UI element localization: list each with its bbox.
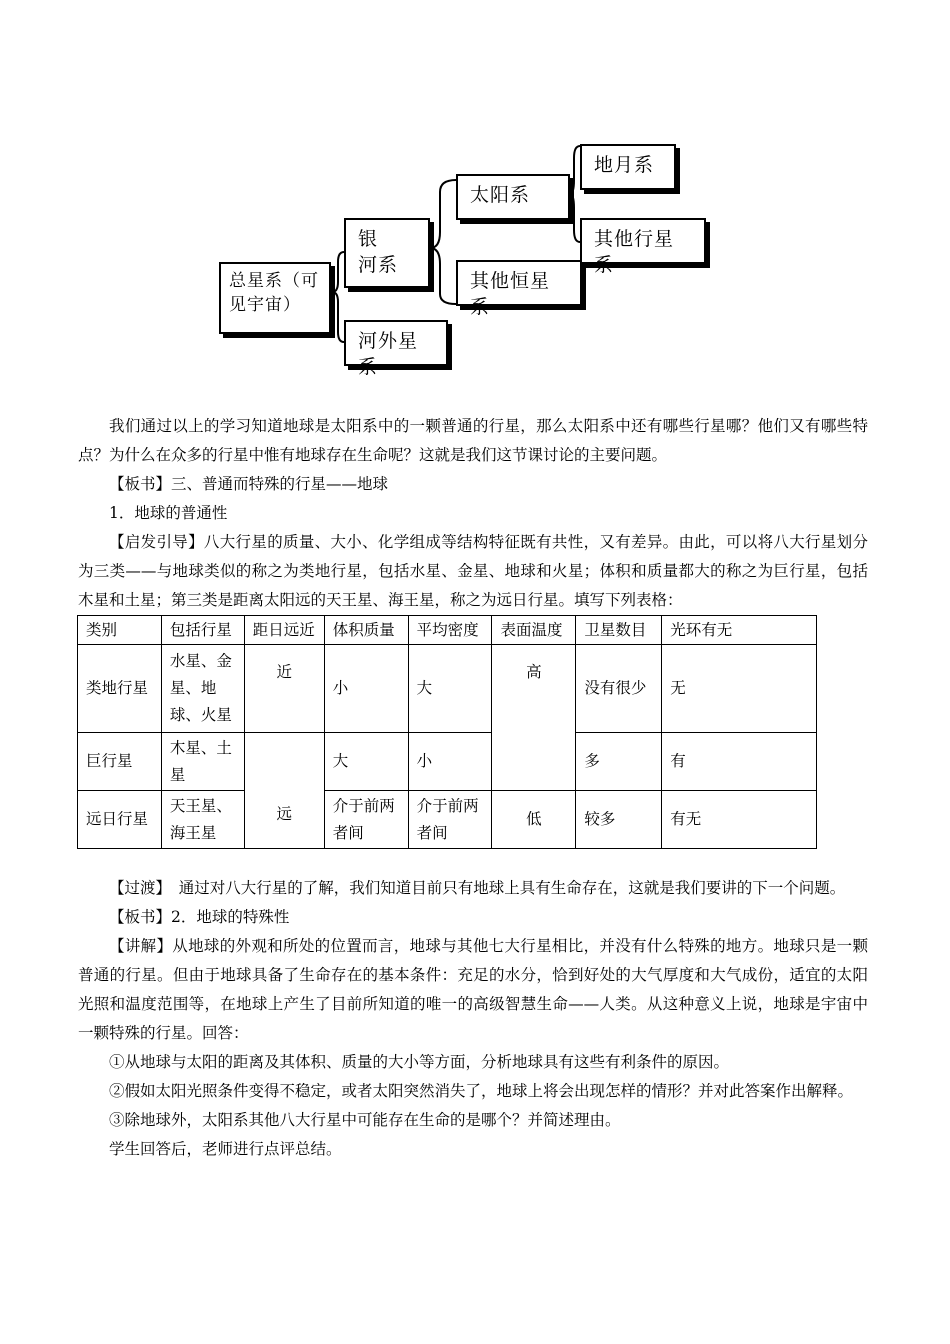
galaxy-hierarchy-diagram — [0, 0, 950, 390]
cell-category: 类地行星 — [78, 645, 162, 733]
upper-text-block — [78, 412, 868, 615]
connector-solar-earthmoon — [570, 146, 580, 194]
earth-moon-node: 地月系 — [580, 144, 676, 190]
header-satellites: 卫星数目 — [576, 616, 662, 645]
cell-density: 小 — [408, 733, 492, 791]
cell-satellites: 没有很少 — [576, 645, 662, 733]
cell-temp-low: 低 — [492, 791, 576, 849]
cell-planets: 木星、土星 — [161, 733, 244, 791]
lecture-paragraph: 【讲解】从地球的外观和所处的位置而言，地球与其他七大行星相比，并没有什么特殊的地方。地球只是一颗普通的行星。但由于地球具备了生命存在的基本条件：充足的水分，恰到好处的大气厚度和大气成份，适宜的太阳光照和温度范围等，在地球上产生了目前所知道的唯一的高级智慧生命——人类。从这种意义上说，地球是宇宙中一颗特殊的行星。回答： — [78, 937, 868, 1042]
board-title-2: 【板书】2．地球的特殊性 — [109, 908, 290, 926]
question-3: ③除地球外，太阳系其他八大行星中可能存在生命的是哪个？并简述理由。 — [109, 1111, 621, 1129]
cell-temp-high: 高 — [492, 645, 576, 791]
transition-paragraph: 【过渡】 通过对八大行星的了解，我们知道目前只有地球上具有生命存在，这就是我们要讲的下一个问题。 — [109, 879, 846, 897]
table-row — [78, 733, 817, 791]
cell-volume: 介于前两者间 — [324, 791, 408, 849]
cell-density: 介于前两者间 — [408, 791, 492, 849]
connector-solar-otherplanetary — [570, 194, 580, 242]
cell-rings: 有无 — [662, 791, 817, 849]
closing-line: 学生回答后，老师进行点评总结。 — [109, 1140, 342, 1158]
header-category: 类别 — [78, 616, 162, 645]
cell-distance-near: 近 — [244, 645, 324, 733]
connector-milky-other — [430, 248, 456, 304]
connector-root-outside — [332, 292, 344, 342]
planet-classification-table — [77, 615, 817, 849]
header-volume: 体积质量 — [324, 616, 408, 645]
header-distance: 距日远近 — [244, 616, 324, 645]
other-planetary-systems-node: 其他行星系 — [580, 218, 706, 264]
question-2: ②假如太阳光照条件变得不稳定，或者太阳突然消失了，地球上将会出现怎样的情形？并对此答案作出解释。 — [109, 1082, 854, 1100]
cell-volume: 大 — [324, 733, 408, 791]
header-rings: 光环有无 — [662, 616, 817, 645]
cell-volume: 小 — [324, 645, 408, 733]
cell-rings: 无 — [662, 645, 817, 733]
board-title-3: 【板书】三、普通而特殊的行星——地球 — [109, 475, 389, 493]
guide-paragraph: 【启发引导】八大行星的质量、大小、化学组成等结构特征既有共性，又有差异。由此，可以将八大行星划分为三类——与地球类似的称之为类地行星，包括水星、金星、地球和火星；体积和质量都大的称之为巨行星，包括木星和土星；第三类是距离太阳远的天王星、海王星，称之为远日行星。填写下列表格： — [78, 533, 868, 609]
cell-planets: 水星、金星、地球、火星 — [161, 645, 244, 733]
solar-system-node: 太阳系 — [456, 174, 570, 220]
table-row — [78, 791, 817, 849]
table-row — [78, 645, 817, 733]
root-node: 总星系（可见宇宙） — [219, 262, 331, 334]
cell-density: 大 — [408, 645, 492, 733]
intro-paragraph: 我们通过以上的学习知道地球是太阳系中的一颗普通的行星，那么太阳系中还有哪些行星哪？他们又有哪些特点？为什么在众多的行星中惟有地球存在生命呢？这就是我们这节课讨论的主要问题。 — [78, 417, 868, 464]
header-planets: 包括行星 — [161, 616, 244, 645]
cell-category: 巨行星 — [78, 733, 162, 791]
other-stellar-systems-node: 其他恒星系 — [456, 260, 582, 306]
outside-galaxies-node: 河外星系 — [344, 320, 448, 366]
header-temperature: 表面温度 — [492, 616, 576, 645]
connector-root-milky-way — [332, 252, 344, 292]
cell-planets: 天王星、海王星 — [161, 791, 244, 849]
question-1: ①从地球与太阳的距离及其体积、质量的大小等方面，分析地球具有这些有利条件的原因。 — [109, 1053, 730, 1071]
milky-way-node: 银 河系 — [344, 218, 430, 288]
header-density: 平均密度 — [408, 616, 492, 645]
cell-distance-far: 远 — [244, 733, 324, 849]
cell-rings: 有 — [662, 733, 817, 791]
section-heading-1: 1．地球的普通性 — [109, 504, 228, 522]
table-header-row — [78, 616, 817, 645]
cell-category: 远日行星 — [78, 791, 162, 849]
cell-satellites: 较多 — [576, 791, 662, 849]
cell-satellites: 多 — [576, 733, 662, 791]
lower-text-block — [78, 874, 868, 1164]
connector-milky-solar — [430, 180, 456, 248]
